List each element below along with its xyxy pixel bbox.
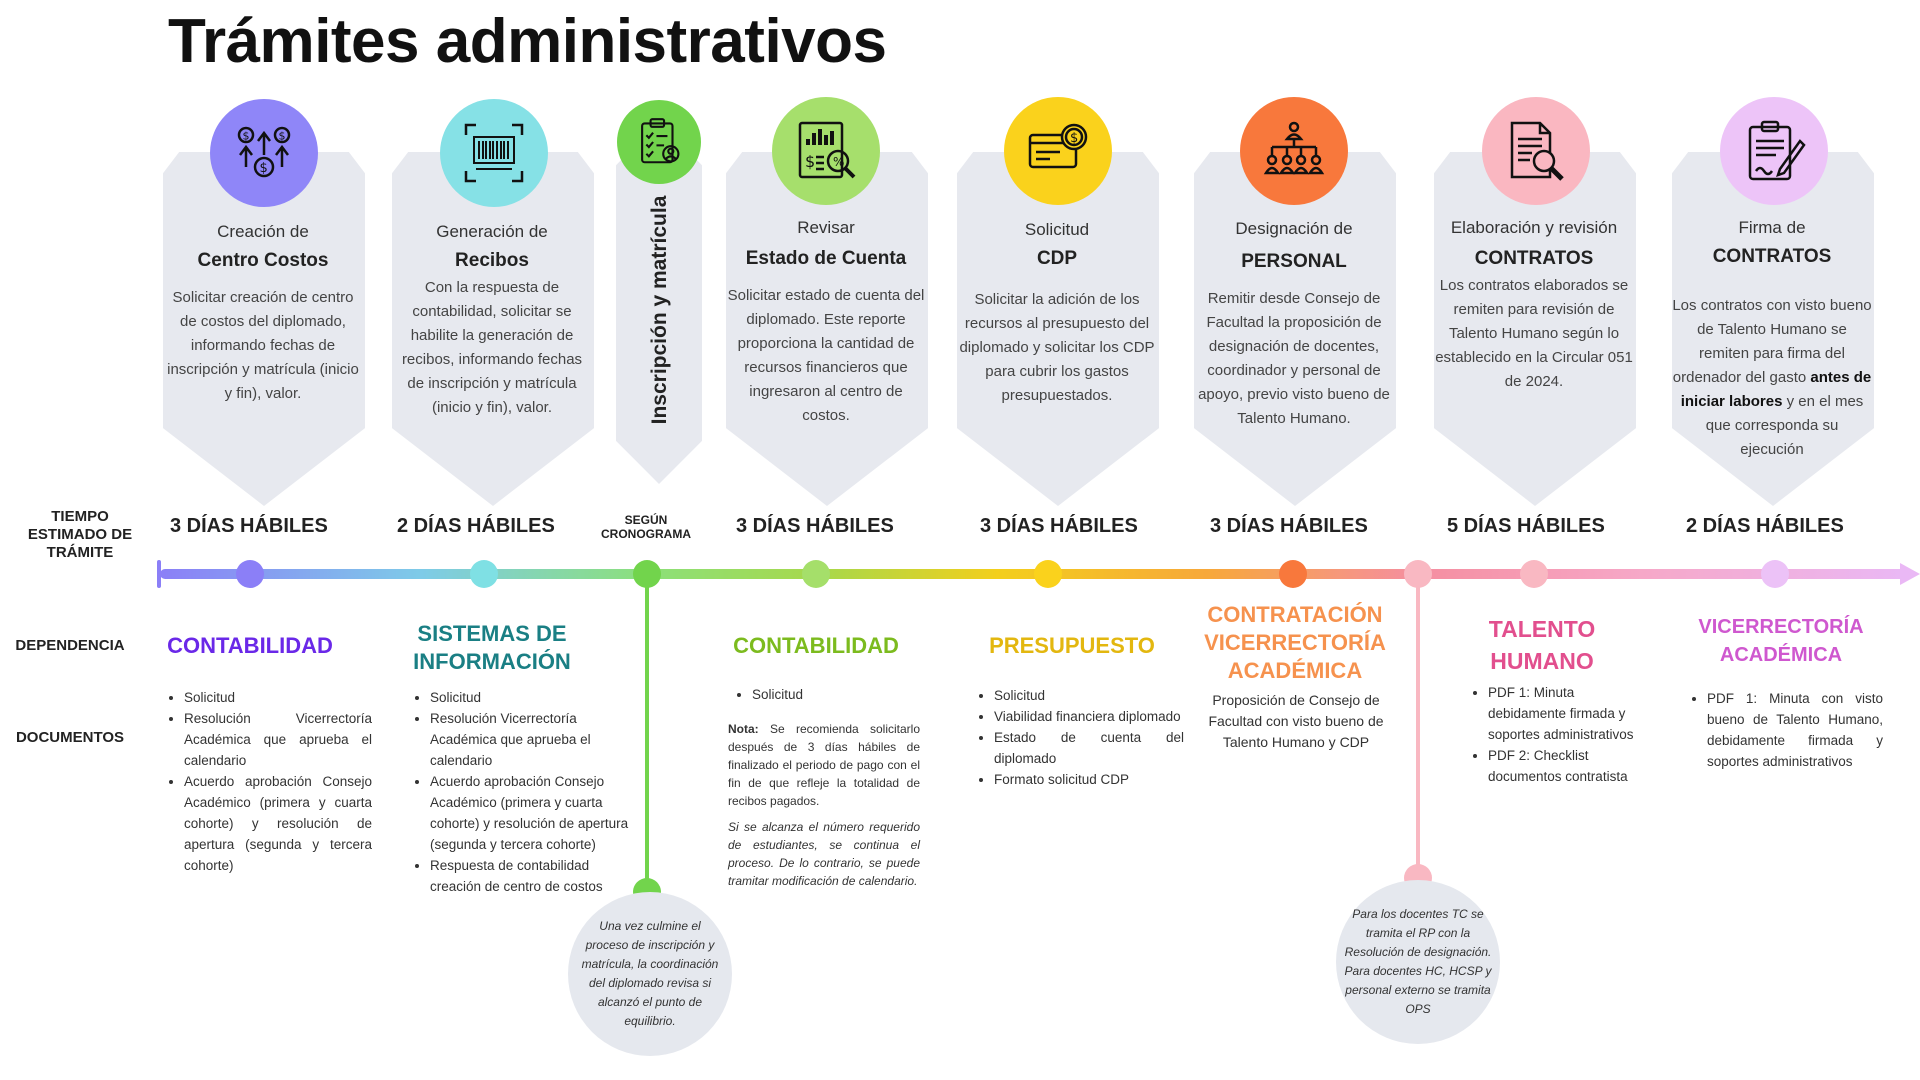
dependency: VICERRECTORÍA ACADÉMICA	[1698, 616, 1864, 666]
branch-line	[1416, 574, 1420, 876]
document-item: • Estado de cuenta del diplomado	[994, 727, 1184, 769]
step-heading: Inscripción y matrícula	[648, 195, 671, 425]
step-heading: Centro Costos	[197, 250, 329, 271]
credit-card-coin-icon	[1004, 97, 1112, 205]
step-days: 3 DÍAS HÁBILES	[1210, 515, 1368, 537]
documents-list	[1689, 688, 1883, 772]
document-item: • Solicitud	[752, 684, 932, 705]
step-subtitle: Revisar	[797, 218, 855, 237]
step-subtitle: Firma de	[1738, 218, 1806, 237]
step-subtitle: Generación de	[436, 222, 548, 241]
step-subtitle: Solicitud	[1024, 220, 1090, 239]
document-item: • Resolución Vicerrectoría Académica que aprueba el calendario	[184, 708, 372, 771]
step-days: 3 DÍAS HÁBILES	[980, 515, 1138, 537]
info-bubble	[568, 892, 732, 1056]
timeline-arrow	[1900, 563, 1920, 585]
document-item: • Resolución Vicerrectoría Académica que aprueba el calendario	[430, 708, 640, 771]
note-italic: Si se alcanza el número requerido de estudiantes, se continua el proceso. De lo contrario, se puede tramitar modificación de calendario.	[728, 820, 920, 888]
document-item: • PDF 1: Minuta con visto bueno de Talento Humano, debidamente firmada y soportes administrativos	[1707, 688, 1883, 772]
financial-report-icon	[772, 97, 880, 205]
svg-text:$: $	[259, 161, 268, 176]
contract-sign-icon	[1720, 97, 1828, 205]
svg-text:%: %	[833, 155, 845, 169]
dependency: CONTABILIDAD	[167, 633, 333, 658]
step-days: 3 DÍAS HÁBILES	[170, 515, 328, 537]
info-bubble	[1336, 880, 1500, 1044]
step-5-text	[957, 220, 1157, 408]
timeline-dot	[470, 560, 498, 588]
document-item: • Formato solicitud CDP	[994, 769, 1184, 790]
dependency: TALENTO HUMANO	[1488, 616, 1596, 674]
document-item: • PDF 1: Minuta debidamente firmada y soportes administrativos	[1488, 682, 1638, 745]
documents-list	[166, 687, 372, 876]
dependency: SISTEMAS DE INFORMACIÓN	[413, 621, 571, 674]
document-item: • Respuesta de contabilidad creación de centro de costos	[430, 855, 640, 897]
timeline-dot	[236, 560, 264, 588]
step-days: 2 DÍAS HÁBILES	[397, 515, 555, 537]
clipboard-check-icon	[617, 100, 701, 184]
step-description: Solicitar creación de centro de costos del diplomado, informando fechas de inscripción y matrícula (inicio y fin), valor.	[167, 289, 359, 402]
step-description: Solicitar la adición de los recursos al presupuesto del diplomado y solicitar los CDP para cubrir los gastos presupuestados.	[959, 291, 1155, 404]
money-arrows-icon	[210, 99, 318, 207]
step-6-text	[1194, 219, 1394, 431]
documents-list	[734, 684, 932, 705]
timeline-dot	[802, 560, 830, 588]
timeline-dot	[1034, 560, 1062, 588]
label-documentos: DOCUMENTOS	[15, 729, 125, 746]
step-2-text	[392, 222, 592, 420]
dependency: CONTABILIDAD	[733, 633, 899, 658]
document-item: • Acuerdo aprobación Consejo Académico (primera y cuarta cohorte) y resolución de apertura (segunda y tercera cohorte)	[430, 771, 640, 855]
step-subtitle: Creación de	[217, 222, 309, 241]
barcode-icon	[440, 99, 548, 207]
step-heading: Estado de Cuenta	[745, 248, 907, 269]
svg-text:$: $	[1070, 131, 1079, 146]
step-subtitle: Designación de	[1235, 219, 1353, 238]
step-heading: Recibos	[455, 250, 529, 271]
label-tiempo: TIEMPO ESTIMADO DE TRÁMITE	[27, 508, 133, 561]
step-heading: CONTRATOS	[1474, 248, 1594, 269]
document-search-icon	[1482, 97, 1590, 205]
document-item: • Solicitud	[994, 685, 1184, 706]
page-title: Trámites administrativos	[168, 7, 887, 76]
document-item: • Acuerdo aprobación Consejo Académico (primera y cuarta cohorte) y resolución de apertura (segunda y tercera cohorte)	[184, 771, 372, 876]
step-1-text	[163, 222, 363, 406]
bubble-text: Una vez culmine el proceso de inscripción y matrícula, la coordinación del diplomado revisa si alcanzó el punto de equilibrio.	[581, 919, 719, 1028]
timeline-dot	[1520, 560, 1548, 588]
svg-text:$: $	[805, 152, 816, 171]
svg-text:$: $	[242, 129, 250, 143]
bubble-text: Para los docentes TC se tramita el RP con la Resolución de designación. Para docentes HC, HCSP y personal externo se tramita OPS	[1344, 907, 1492, 1016]
step-description: Los contratos elaborados se remiten para revisión de Talento Humano según lo establecido en la Circular 051 de 2024.	[1435, 277, 1633, 390]
step-description: Con la respuesta de contabilidad, solicitar se habilite la generación de recibos, informando fechas de inscripción y matrícula (inicio y fin), valor.	[401, 279, 583, 416]
dependency: PRESUPUESTO	[989, 633, 1155, 658]
step-4-text	[726, 218, 926, 428]
label-dependencia: DEPENDENCIA	[15, 637, 125, 654]
documents-list	[1470, 682, 1638, 787]
step-8-text	[1672, 218, 1872, 462]
step-description: Remitir desde Consejo de Facultad la proposición de designación de docentes, coordinador y personal de apoyo, previo visto bueno de Talento Humano.	[1198, 290, 1390, 427]
documents-list	[976, 685, 1184, 790]
step-days: 2 DÍAS HÁBILES	[1686, 515, 1844, 537]
branch-line	[645, 574, 649, 892]
document-item: • Solicitud	[184, 687, 372, 708]
timeline-dot	[1761, 560, 1789, 588]
timeline-dot	[633, 560, 661, 588]
step-description: Solicitar estado de cuenta del diplomado. Este reporte proporciona la cantidad de recursos financieros que ingresaron al centro de costos.	[727, 287, 925, 424]
step-subtitle: Elaboración y revisión	[1450, 218, 1618, 237]
svg-text:$: $	[278, 129, 286, 143]
timeline-dot	[1404, 560, 1432, 588]
timeline	[160, 569, 1905, 579]
step-days: SEGÚN CRONOGRAMA	[601, 513, 691, 541]
step-description: Los contratos con visto bueno de Talento Humano se remiten para firma del ordenador del gasto antes de iniciar labores y en el mes que corresponda su ejecución	[1672, 297, 1872, 458]
step-heading: PERSONAL	[1241, 251, 1347, 272]
proposal-doc: Proposición de Consejo de Facultad con visto bueno de Talento Humano y CDP	[1208, 692, 1384, 750]
note: Nota: Se recomienda solicitarlo después de 3 días hábiles de finalizado el periodo de pago con el fin de que refleje la totalidad de recibos pagados. Si se alcanza el número requerido de estudiantes, se continua el proceso. De lo contrario, se puede tramitar modificación de calendario.	[728, 722, 920, 888]
dependency: CONTRATACIÓN VICERRECTORÍA ACADÉMICA	[1204, 602, 1386, 683]
document-item: • Viabilidad financiera diplomado	[994, 706, 1184, 727]
step-heading: CDP	[1036, 248, 1078, 269]
step-heading: CONTRATOS	[1712, 246, 1832, 267]
step-days: 3 DÍAS HÁBILES	[736, 515, 894, 537]
documents-list	[412, 687, 640, 897]
org-chart-icon	[1240, 97, 1348, 205]
step-7-text	[1434, 218, 1634, 394]
timeline-dot	[1279, 560, 1307, 588]
document-item: • PDF 2: Checklist documentos contratista	[1488, 745, 1638, 787]
step-days: 5 DÍAS HÁBILES	[1447, 515, 1605, 537]
document-item: • Solicitud	[430, 687, 640, 708]
